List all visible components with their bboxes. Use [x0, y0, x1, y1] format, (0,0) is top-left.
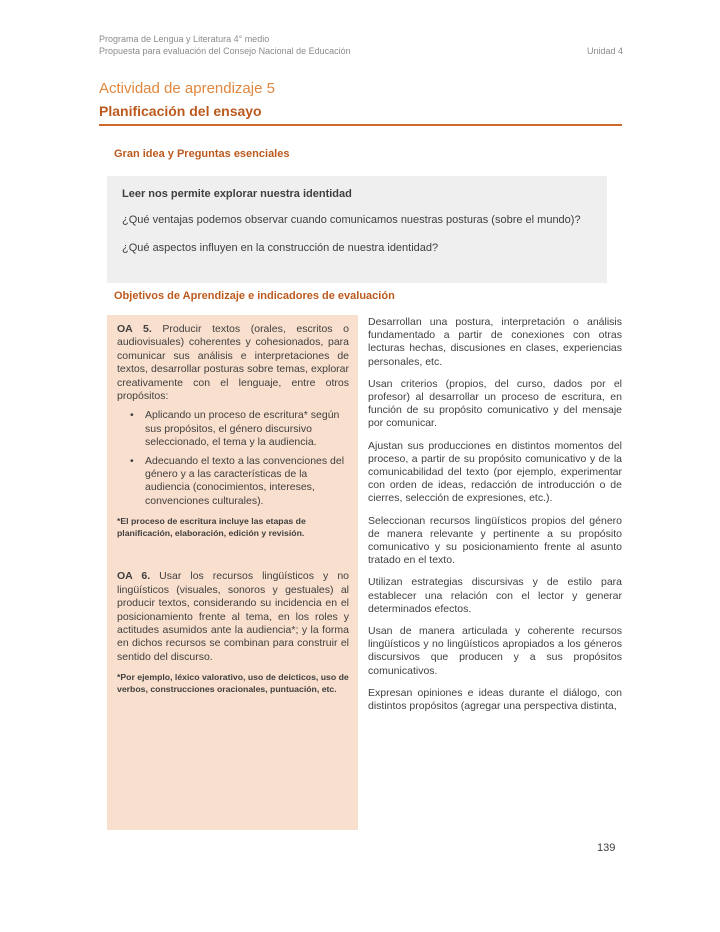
header-line-1: Programa de Lengua y Literatura 4° medio	[99, 34, 270, 44]
evaluation-indicators-column	[368, 315, 622, 830]
activity-title: Actividad de aprendizaje 5	[99, 80, 275, 97]
indicator-7: Expresan opiniones e ideas durante el diálogo, con distintos propósitos (agregar una perspectiva distinta,	[368, 686, 622, 713]
indicator-1: Desarrollan una postura, interpretación o análisis fundamentado a partir de conexiones con otras lecturas hechas, discusiones en clases, experiencias personales, etc.	[368, 316, 622, 368]
oa5-intro-text: Producir textos (orales, escritos o audiovisuales) coherentes y cohesionados, para comunicar sus análisis e interpretaciones de textos, desarrollar posturas sobre temas, explorar creativamente con el lenguaje, entre otros propósitos:	[117, 323, 349, 403]
indicator-3: Ajustan sus producciones en distintos momentos del proceso, a partir de su propósito comunicativo y de la comunicabilidad del texto (por ejemplo, experimentar con orden de ideas, redacción de introducción o de cierres, selección de expresiones, etc.).	[368, 439, 622, 505]
title-block	[99, 80, 622, 126]
page-title: Planificación del ensayo	[99, 103, 262, 119]
indicator-2: Usan criterios (propios, del curso, dados por el profesor) al desarrollar un proceso de escritura, en función de su propósito comunicativo y del mensaje por comunicar.	[368, 377, 622, 430]
indicator-4: Seleccionan recursos lingüísticos propios del género de manera relevante y pertinente a su propósito comunicativo y su posicionamiento frente al asunto tratado en el texto.	[368, 514, 622, 567]
oa6-intro-text: Usar los recursos lingüísticos y no lingüísticos (visuales, sonoros y gestuales) al producir textos, considerando su incidencia en el posicionamiento frente al tema, en los roles y actitudes asumidos ante la audiencia*; y la forma en dichos recursos se combinan para construir el sentido del discurso.	[117, 570, 349, 663]
page-number: 139	[597, 842, 616, 854]
oa6-paragraph	[117, 570, 349, 664]
big-idea-statement: Leer nos permite explorar nuestra identidad	[122, 188, 352, 200]
oa5-label: OA 5.	[117, 323, 152, 335]
oa5-bullet-list	[117, 409, 349, 508]
learning-objectives-box	[107, 315, 358, 830]
oa5-paragraph	[117, 323, 349, 403]
indicator-5: Utilizan estrategias discursivas y de estilo para establecer una relación con el lector y generar determinados efectos.	[368, 576, 622, 615]
big-idea-heading: Gran idea y Preguntas esenciales	[114, 148, 290, 160]
header-unit-label: Unidad 4	[586, 46, 623, 56]
big-idea-box	[107, 176, 607, 283]
indicator-6: Usan de manera articulada y coherente recursos lingüísticos y no lingüísticos apropiados a los géneros discursivos que producen y a sus propósitos comunicativos.	[368, 625, 622, 677]
objectives-heading: Objetivos de Aprendizaje e indicadores de evaluación	[114, 290, 395, 302]
essential-question-2: ¿Qué aspectos influyen en la construcción de nuestra identidad?	[122, 242, 439, 254]
header-program-info	[99, 33, 351, 57]
essential-question-1: ¿Qué ventajas podemos observar cuando comunicamos nuestras posturas (sobre el mundo)?	[122, 214, 581, 226]
oa5-footnote: *El proceso de escritura incluye las etapas de planificación, elaboración, edición y revisión.	[117, 516, 306, 538]
oa5-bullet-1: • Aplicando un proceso de escritura* según sus propósitos, el género discursivo seleccionado, el tema y la audiencia.	[145, 409, 349, 449]
page-header	[99, 33, 623, 57]
oa6-footnote: *Por ejemplo, léxico valorativo, uso de deícticos, uso de verbos, construcciones oracionales, puntuación, etc.	[117, 672, 349, 694]
objectives-columns	[107, 315, 622, 830]
header-line-2: Propuesta para evaluación del Consejo Nacional de Educación	[99, 46, 351, 56]
title-divider	[99, 124, 622, 126]
oa6-label: OA 6.	[117, 570, 151, 583]
oa5-bullet-2: • Adecuando el texto a las convenciones del género y a las características de la audiencia (conocimientos, intereses, convenciones culturales).	[145, 455, 349, 509]
